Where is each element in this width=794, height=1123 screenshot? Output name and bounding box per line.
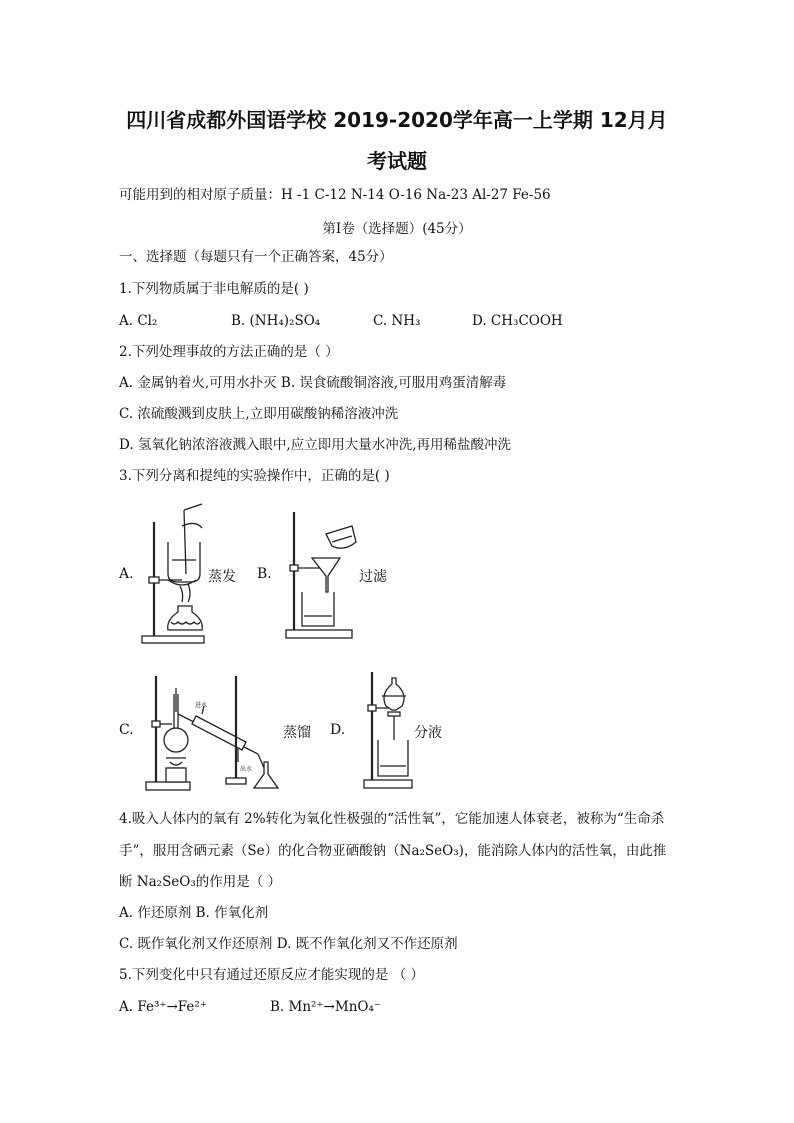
filtration-apparatus-illustration (282, 512, 362, 642)
question-4-options-ab: A. 作还原剂 B. 作氧化剂 (119, 905, 269, 921)
question-1-option-c: C. NH₃ (373, 313, 421, 329)
exam-title-line-1: 四川省成都外国语学校 2019-2020学年高一上学期 12月月 (126, 108, 668, 132)
question-3-option-b-name: 过滤 (359, 569, 387, 585)
question-3-option-d-letter: D. (330, 722, 346, 738)
question-2-options-ab: A. 金属钠着火,可用水扑灭 B. 误食硫酸铜溶液,可服用鸡蛋清解毒 (119, 375, 507, 391)
question-3-option-a-letter: A. (119, 566, 134, 582)
question-1-option-d: D. CH₃COOH (472, 313, 563, 329)
question-4-options-cd: C. 既作氧化剂又作还原剂 D. 既不作氧化剂又不作还原剂 (119, 936, 458, 952)
question-3-stem: 3.下列分离和提纯的实验操作中，正确的是( ) (119, 468, 390, 484)
exam-title-line-2: 考试题 (367, 149, 427, 173)
question-3-option-c-name: 蒸馏 (283, 725, 311, 741)
question-3-water-in-label: 进水 (195, 702, 208, 709)
question-5-stem: 5.下列变化中只有通过还原反应才能实现的是 （ ） (119, 967, 424, 983)
question-4-stem-line-2: 手”，服用含硒元素（Se）的化合物亚硒酸钠（Na₂SeO₃)，能消除人体内的活性氧，由此推 (119, 843, 667, 859)
question-3-option-c-letter: C. (119, 722, 134, 738)
question-3-option-a-name: 蒸发 (208, 569, 236, 585)
atomic-masses: 可能用到的相对原子质量：H -1 C-12 N-14 O-16 Na-23 Al-27 Fe-56 (119, 187, 551, 203)
question-4-stem-line-3: 断 Na₂SeO₃的作用是（ ） (119, 874, 282, 890)
question-2-option-c: C. 浓硫酸溅到皮肤上,立即用碳酸钠稀溶液冲洗 (119, 406, 399, 422)
question-1-stem: 1.下列物质属于非电解质的是( ) (119, 281, 309, 297)
question-3-option-d-name: 分液 (414, 725, 442, 741)
question-1-option-a: A. Cl₂ (119, 313, 158, 329)
question-2-stem: 2.下列处理事故的方法正确的是（ ） (119, 344, 339, 360)
separation-funnel-apparatus-illustration (362, 672, 414, 790)
part-heading: 一、选择题（每题只有一个正确答案，45分） (119, 249, 393, 265)
section-header: 第Ⅰ卷（选择题）(45分） (322, 221, 472, 237)
question-5-option-a: A. Fe³⁺→Fe²⁺ (119, 999, 207, 1015)
question-3-option-b-letter: B. (257, 566, 272, 582)
distillation-apparatus-illustration (142, 672, 282, 792)
question-1-option-b: B. (NH₄)₂SO₄ (231, 313, 321, 329)
question-2-option-d: D. 氢氧化钠浓溶液溅入眼中,应立即用大量水冲洗,再用稀盐酸冲洗 (119, 437, 512, 453)
question-4-stem-line-1: 4.吸入人体内的氧有 2%转化为氧化性极强的“活性氧”，它能加速人体衰老，被称为“生命杀 (119, 811, 665, 827)
question-3-water-out-label: 出水 (240, 766, 253, 773)
evaporation-apparatus-illustration (138, 502, 210, 646)
question-5-option-b: B. Mn²⁺→MnO₄⁻ (270, 999, 381, 1015)
